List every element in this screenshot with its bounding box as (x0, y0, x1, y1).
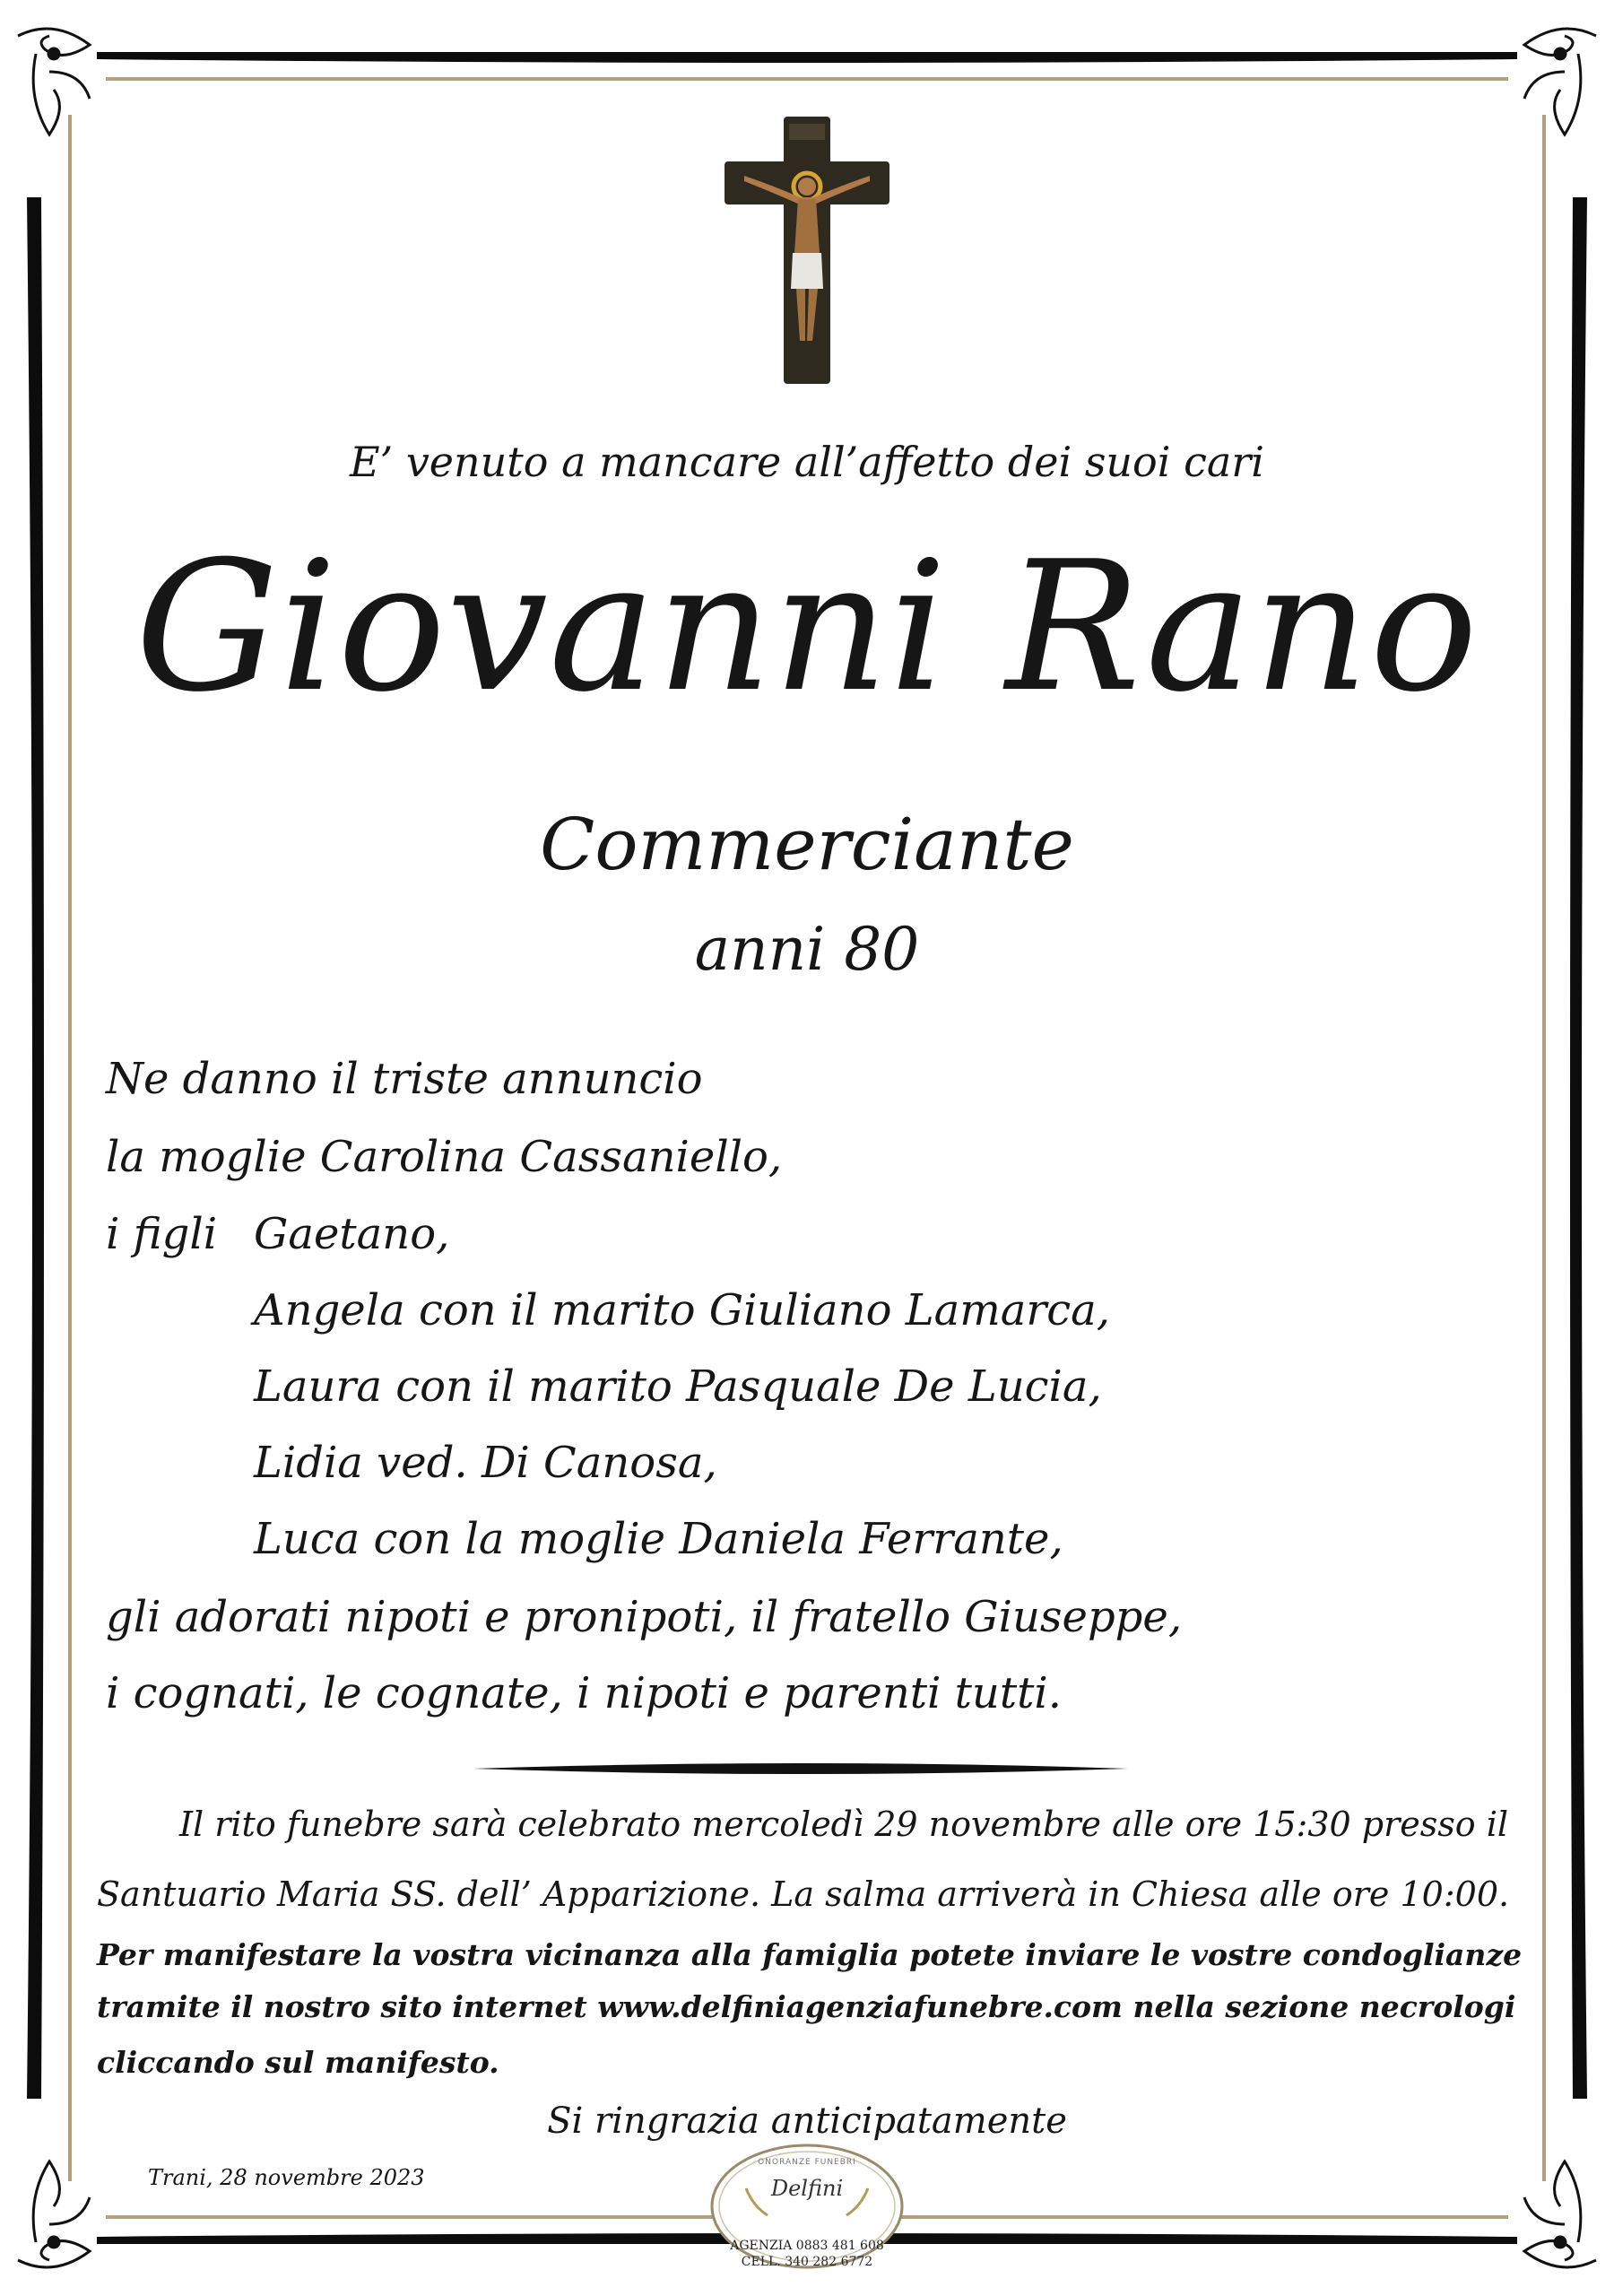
condolence-line: cliccando sul manifesto. (97, 2045, 499, 2080)
rite-line: Santuario Maria SS. dell’ Apparizione. La salma arriverà in Chiesa alle ore 10:00. (97, 1874, 1510, 1914)
agency-cell: CELL. 340 282 6772 (741, 2255, 873, 2269)
rite-line: Il rito funebre sarà celebrato mercoledì 29 novembre alle ore 15:30 presso il (179, 1805, 1509, 1844)
section-divider (473, 1763, 1128, 1774)
corner-flourish-icon (18, 29, 90, 135)
children-label: i figli (106, 1209, 218, 1259)
agency-seal (707, 2142, 907, 2274)
condolence-line: Per manifestare la vostra vicinanza alla famiglia potete inviare le vostre condoglianze (97, 1937, 1523, 1972)
agency-brand: Delfini (770, 2176, 844, 2201)
family-line: i cognati, le cognate, i nipoti e parenti tutti. (106, 1668, 1063, 1718)
family-line: la moglie Carolina Cassaniello, (106, 1132, 783, 1182)
place-date: Trani, 28 novembre 2023 (148, 2165, 425, 2190)
child-line: Laura con il marito Pasquale De Lucia, (254, 1361, 1102, 1412)
corner-flourish-icon (1524, 29, 1596, 135)
age: anni 80 (694, 915, 920, 984)
crucifix-icon (717, 109, 897, 387)
profession: Commerciante (540, 803, 1074, 886)
agency-phone: AGENZIA 0883 481 608 (730, 2239, 884, 2253)
family-line: gli adorati nipoti e pronipoti, il fratello Giuseppe, (106, 1592, 1183, 1642)
corner-flourish-icon (1524, 2161, 1596, 2267)
deceased-name: Giovanni Rano (134, 523, 1480, 732)
family-line: Ne danno il triste annuncio (106, 1054, 703, 1104)
thanks-line: Si ringrazia anticipatamente (547, 2100, 1067, 2142)
corner-flourish-icon (18, 2161, 90, 2267)
child-line: Gaetano, (254, 1209, 450, 1259)
child-line: Lidia ved. Di Canosa, (254, 1438, 717, 1488)
intro-line: E’ venuto a mancare all’affetto dei suoi cari (350, 438, 1264, 486)
child-line: Angela con il marito Giuliano Lamarca, (254, 1285, 1111, 1335)
child-line: Luca con la moglie Daniela Ferrante, (254, 1514, 1063, 1564)
agency-caption: ONORANZE FUNEBRI (758, 2158, 856, 2167)
condolence-line: tramite il nostro sito internet www.delfiniagenziafunebre.com nella sezione necrologi (97, 1989, 1516, 2024)
